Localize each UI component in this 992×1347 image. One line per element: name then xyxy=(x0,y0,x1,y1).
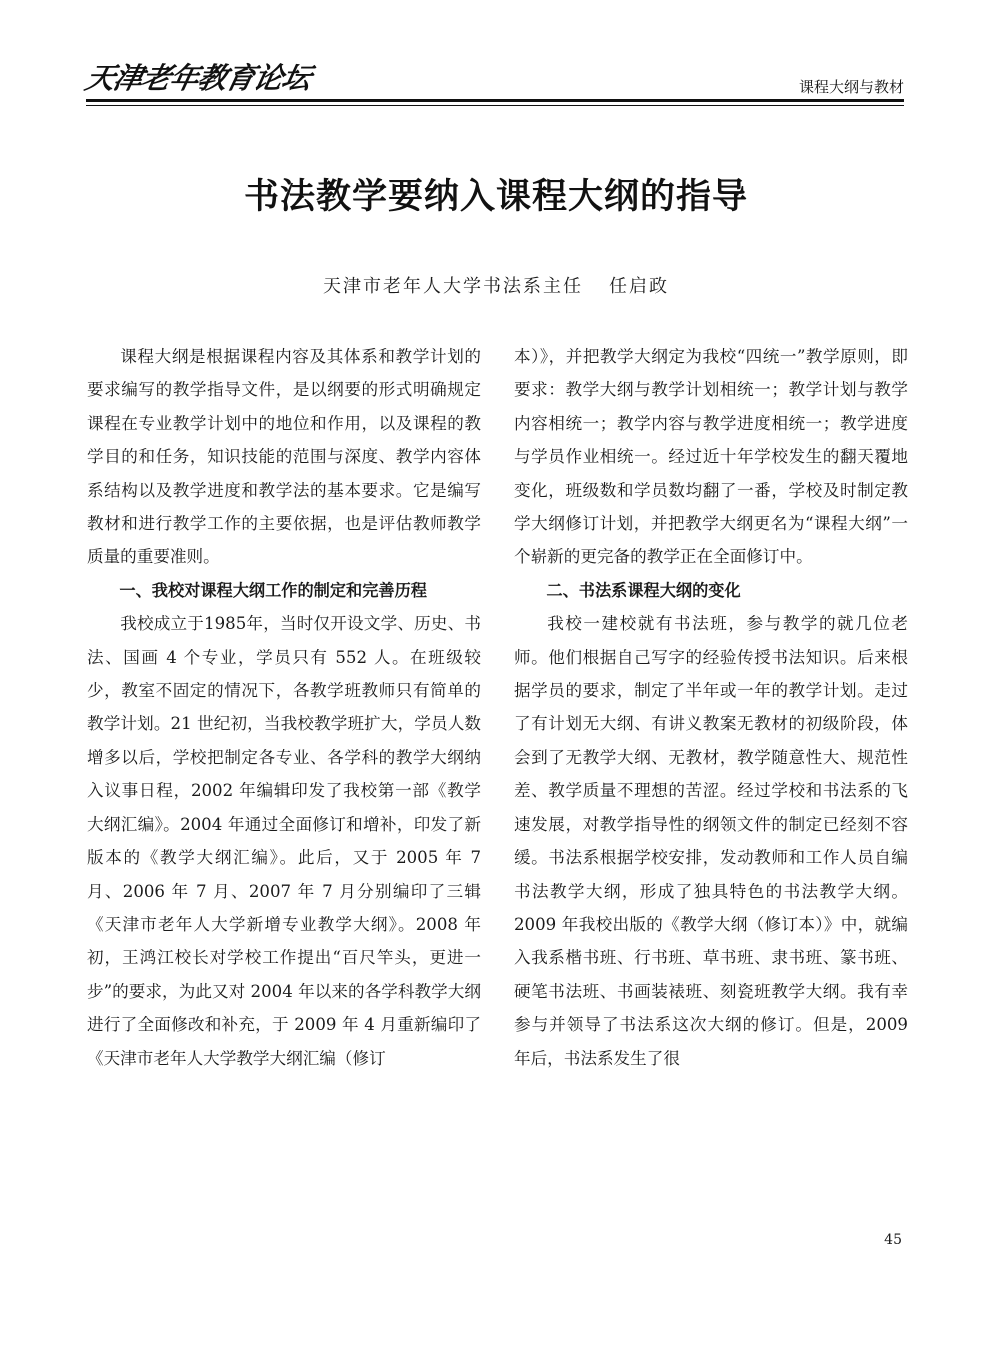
section-heading-2: 二、书法系课程大纲的变化 xyxy=(546,580,741,600)
paragraph-calligraphy: 我校一建校就有书法班，参与教学的就几位老师。他们根据自己写字的经验传授书法知识。后来根据学员的要求，制定了半年或一年的教学计划。走过了有计划无大纲、有讲义教案无教材的初级阶段，体会到了无教学大纲、无教材，教学随意性大、规范性差、教学质量不理想的苦涩。经过学校和书法系的飞速发展，对教学指导性的纲领文件的制定已经刻不容缓。书法系根据学校安排，发动教师和工作人员自编书法教学大纲，形成了独具特色的书法教学大纲。2009 年我校出版的《教学大纲（修订本）》中，就编入我系楷书班、行书班、草书班、隶书班、篆书班、硬笔书法班、书画装裱班、刻瓷班教学大纲。我有幸参与并领导了书法系这次大纲的修订。但是，2009 年后，书法系发生了很 xyxy=(514,614,908,1068)
section-label: 课程大纲与教材 xyxy=(798,78,904,96)
author-name: 任启政 xyxy=(609,276,669,297)
journal-logo: 天津老年教育论坛 xyxy=(82,61,314,95)
left-column xyxy=(87,340,481,1075)
author-affiliation: 天津市老年人大学书法系主任 xyxy=(323,276,583,297)
section-heading-1: 一、我校对课程大纲工作的制定和完善历程 xyxy=(119,580,427,600)
byline xyxy=(0,272,992,302)
article-title: 书法教学要纳入课程大纲的指导 xyxy=(243,177,748,217)
page-number: 45 xyxy=(884,1232,902,1248)
header-rule-thin xyxy=(86,105,904,106)
right-column xyxy=(514,340,908,1075)
paragraph-intro: 课程大纲是根据课程内容及其体系和教学计划的要求编写的教学指导文件，是以纲要的形式明确规定课程在专业教学计划中的地位和作用，以及课程的教学目的和任务，知识技能的范围与深度、教学内容体系结构以及教学进度和教学法的基本要求。它是编写教材和进行教学工作的主要依据，也是评估教师教学质量的重要准则。 xyxy=(87,347,481,567)
header-rule xyxy=(86,99,904,102)
paragraph-history: 我校成立于1985年，当时仅开设文学、历史、书法、国画 4 个专业，学员只有 552 人。在班级较少，教室不固定的情况下，各教学班教师只有简单的教学计划。21 世纪初，当我校教学班扩大，学员人数增多以后，学校把制定各专业、各学科的教学大纲纳入议事日程，2002 年编辑印发了我校第一部《教学大纲汇编》。2004 年通过全面修订和增补，印发了新版本的《教学大纲汇编》。此后，又于 2005 年 7 月、2006 年 7 月、2007 年 7 月分别编印了三辑《天津市老年人大学新增专业教学大纲》。2008 年初，王鸿江校长对学校工作提出“百尺竿头，更进一步”的要求，为此又对 2004 年以来的各学科教学大纲进行了全面修改和补充，于 2009 年 4 月重新编印了《天津市老年人大学教学大纲汇编（修订 xyxy=(87,614,481,1068)
paragraph-history-cont: 本）》，并把教学大纲定为我校“四统一”教学原则，即要求：教学大纲与教学计划相统一；教学计划与教学内容相统一；教学内容与教学进度相统一；教学进度与学员作业相统一。经过近十年学校发生的翻天覆地变化，班级数和学员数均翻了一番，学校及时制定教学大纲修订计划，并把教学大纲更名为“课程大纲”一个崭新的更完备的教学正在全面修订中。 xyxy=(514,347,908,567)
